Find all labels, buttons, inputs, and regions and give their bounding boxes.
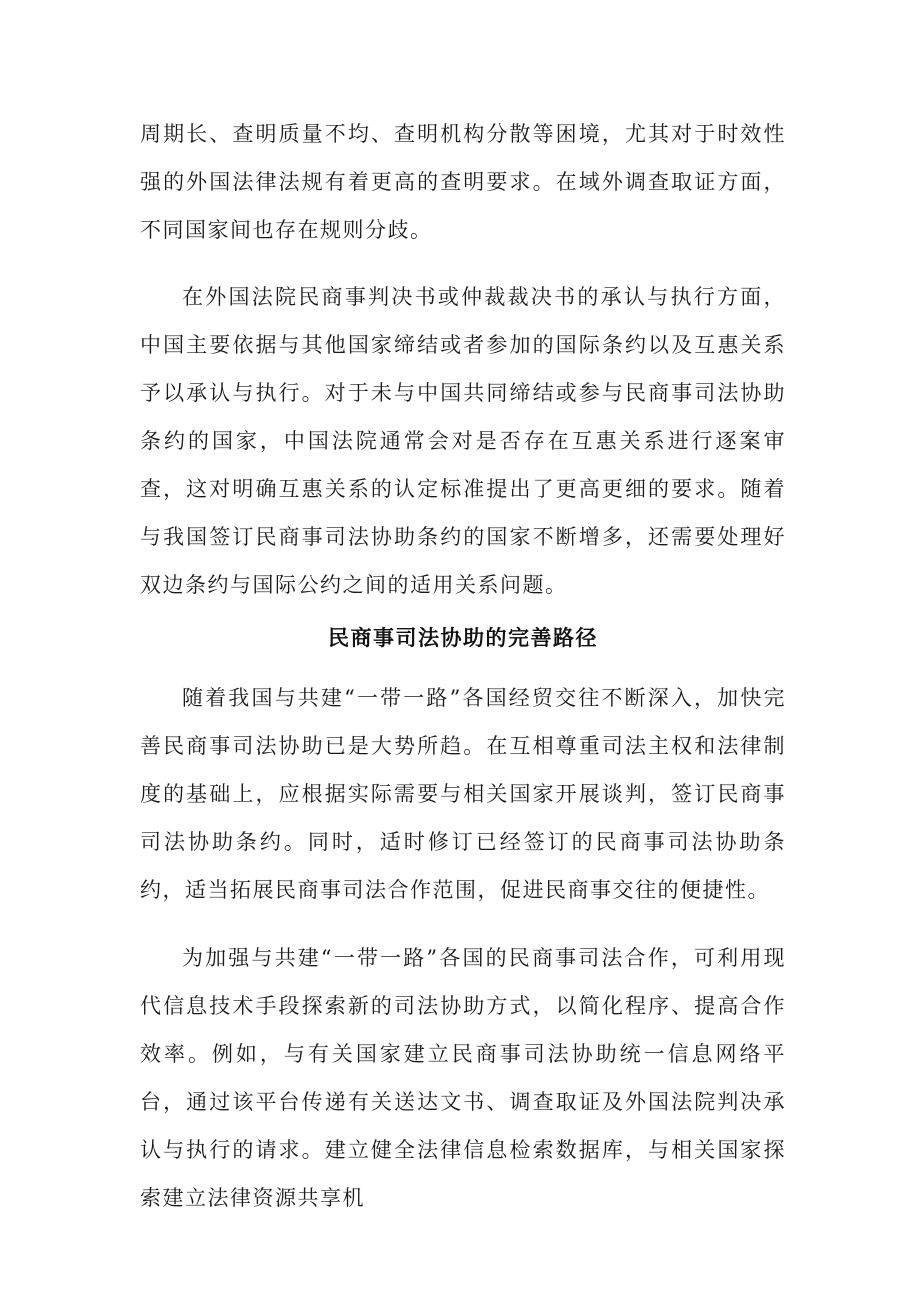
paragraph-improve-assistance: 随着我国与共建“一带一路”各国经贸交往不断深入，加快完善民商事司法协助已是大势所趋。在互相尊重司法主权和法律制度的基础上，应根据实际需要与相关国家开展谈判，签订民商事司法协助条约。同时，适时修订已经签订的民商事司法协助条约，适当拓展民商事司法合作范围，促进民商事交往的便捷性。	[140, 686, 786, 902]
paragraph-recognition-enforcement: 在外国法院民商事判决书或仲裁裁决书的承认与执行方面，中国主要依据与其他国家缔结或者参加的国际条约以及互惠关系予以承认与执行。对于未与中国共同缔结或参与民商事司法协助条约的国家，中国法院通常会对是否存在互惠关系进行逐案审查，这对明确互惠关系的认定标准提出了更高更细的要求。随着与我国签订民商事司法协助条约的国家不断增多，还需要处理好双边条约与国际公约之间的适用关系问题。	[140, 285, 786, 597]
paragraph-continued: 周期长、查明质量不均、查明机构分散等困境，尤其对于时效性强的外国法律法规有着更高的查明要求。在域外调查取证方面，不同国家间也存在规则分歧。	[140, 122, 786, 242]
section-heading: 民商事司法协助的完善路径	[328, 626, 598, 650]
body-text-bottom	[140, 674, 786, 1222]
body-text-top	[140, 110, 786, 609]
paragraph-technology-cooperation: 为加强与共建“一带一路”各国的民商事司法合作，可利用现代信息技术手段探索新的司法协助方式，以简化程序、提高合作效率。例如，与有关国家建立民商事司法协助统一信息网络平台，通过该平台传递有关送达文书、调查取证及外国法院判决承认与执行的请求。建立健全法律信息检索数据库，与相关国家探索建立法律资源共享机	[140, 946, 786, 1210]
